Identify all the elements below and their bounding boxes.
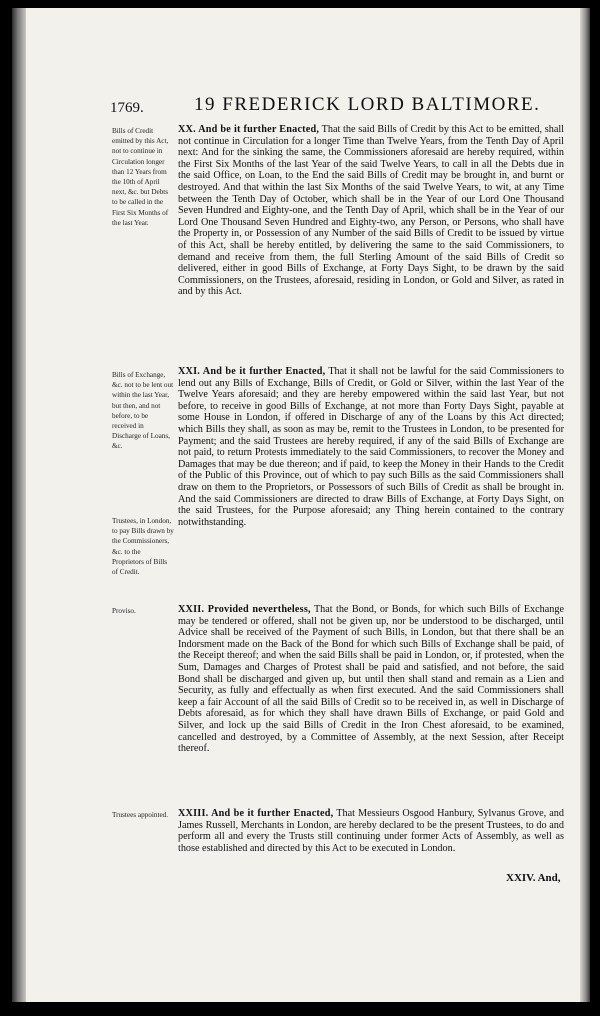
margin-note-5: Trustees appointed. — [112, 811, 169, 819]
header-year: 1769. — [110, 100, 144, 116]
section-22 — [178, 604, 564, 755]
section-21-text: That it shall not be lawful for the said Commissioners to lend out any Bills of Exchange, Bills of Credit, or Gold or Silver, within the last Year of the Twelve Years aforesaid; and they are hereby empowered within the said last Year, but not before, to receive in good Bills of Exchange, at not more than Forty Days Sight, payable at some House in London, if offered in Discharge of any of the Loans by this Act directed; which Bills they shall, as soon as may be, remit to the Trustees in London, to be presented for Payment; and the said Trustees are hereby required, if any of the said Bills of Exchange are not paid, to return Protests immediately to the said Commissioners, to recover the Money and Damages that may be due thereon; and if paid, to keep the Money in their Hands to the Credit of the Public of this Province, out of which to pay such Bills as the said Commissioners shall draw on them to the Proprietors, or Possessors of such Bills of Credit as shall be brought in. And the said Commissioners are directed to draw Bills of Exchange, at Forty Days Sight, on the said Trustees, for the Purpose aforesaid; any Thing herein contained to the contrary notwithstanding. — [178, 366, 564, 528]
section-20 — [178, 124, 564, 298]
margin-note-3: Trustees, in London, to pay Bills drawn by the Commissioners, &c. to the Proprietors of Bills of Credit. — [112, 517, 174, 577]
document-page — [12, 8, 590, 1002]
header-title: 19 FREDERICK LORD BALTIMORE. — [194, 94, 541, 115]
section-22-text: That the Bond, or Bonds, for which such Bills of Exchange may be tendered or offered, shall not be given up, nor be understood to be discharged, until Advice shall be received of the Payment of such Bills, in London, but that there shall be an Indorsment made on the Back of the Bond for which such Bills of Exchange shall be paid, of the Receipt thereof; and when the said Bills shall be paid in London, or, if protested, when the Sum, Damages and Charges of Protest shall be paid and satisfied, and not before, the said Bond shall be discharged and given up, but until then shall stand and remain as a Lien and Security, as fully and effectually as when first executed. And the said Commissioners shall keep a fair Account of all the said Bills of Credit so to be received in, as well in Discharge of Debts aforesaid, as for which they shall have drawn Bills of Exchange, or paid Gold and Silver, and lock up the said Bills of Credit in the Iron Chest aforesaid, to be examined, cancelled and destroyed, by a Committee of Assembly, at the next Session, after Receipt thereof. — [178, 604, 564, 755]
margin-note-4: Proviso. — [112, 607, 136, 615]
page-edge — [580, 8, 590, 1002]
section-20-text: That the said Bills of Credit by this Act to be emitted, shall not continue in Circulation for a longer Time than Twelve Years, from the Tenth Day of April next: And for the sinking the same, the Commissioners aforesaid are hereby required, within the First Six Months of the last Year of the said Twelve Years, to call in all the Debts due in the said Office, on Loan, to the End the said Bills of Credit may be brought in, and burnt or destroyed. And that within the last Six Months of the said Twelve Years, to wit, at any Time between the Tenth Day of October, which shall be in the Year of our Lord One Thousand Seven Hundred and Eighty-one, and the Tenth Day of April, which shall be in the Year of our Lord One Thousand Seven Hundred and Eighty-two, any Person, or Persons, who shall have the Property in, or Possession of any Number of the said Bills of Credit to be issued by virtue of this Act, shall be hereby entitled, by delivering the same to the said Commissioners, to demand and receive from them, the full Sterling Amount of the said Bills of Credit so delivered, either in good Bills of Exchange, at Forty Days Sight, to be drawn by the said Commissioners, on the Trustees, aforesaid, residing in London, or Gold and Silver, as rated in and by this Act. — [178, 124, 564, 298]
section-21 — [178, 366, 564, 528]
binding-gutter — [12, 8, 26, 1002]
margin-note-1: Bills of Credit emitted by this Act, not to continue in Circulation longer than 12 Years from the 10th of April next, &c. but Debts to be called in the First Six Months of the last Year. — [112, 127, 169, 227]
section-23-lead: XXIII. And be it further Enacted, — [178, 808, 334, 819]
margin-note-2: Bills of Exchange, &c. not to be lent out within the last Year, but then, and not before, to be received in Discharge of Loans, &c. — [112, 371, 174, 451]
section-22-lead: XXII. Provided nevertheless, — [178, 604, 311, 615]
catchword: XXIV. And, — [506, 872, 561, 884]
section-21-lead: XXI. And be it further Enacted, — [178, 366, 326, 377]
running-header — [110, 94, 570, 122]
section-23-text: That Messieurs Osgood Hanbury, Sylvanus Grove, and James Russell, Merchants in London, are hereby declared to be the present Trustees, to do and perform all and every the Trusts still continuing under former Acts of Assembly, as well as those established and directed by this Act to be executed in London. — [178, 808, 564, 854]
section-20-lead: XX. And be it further Enacted, — [178, 124, 320, 135]
section-23 — [178, 808, 564, 854]
